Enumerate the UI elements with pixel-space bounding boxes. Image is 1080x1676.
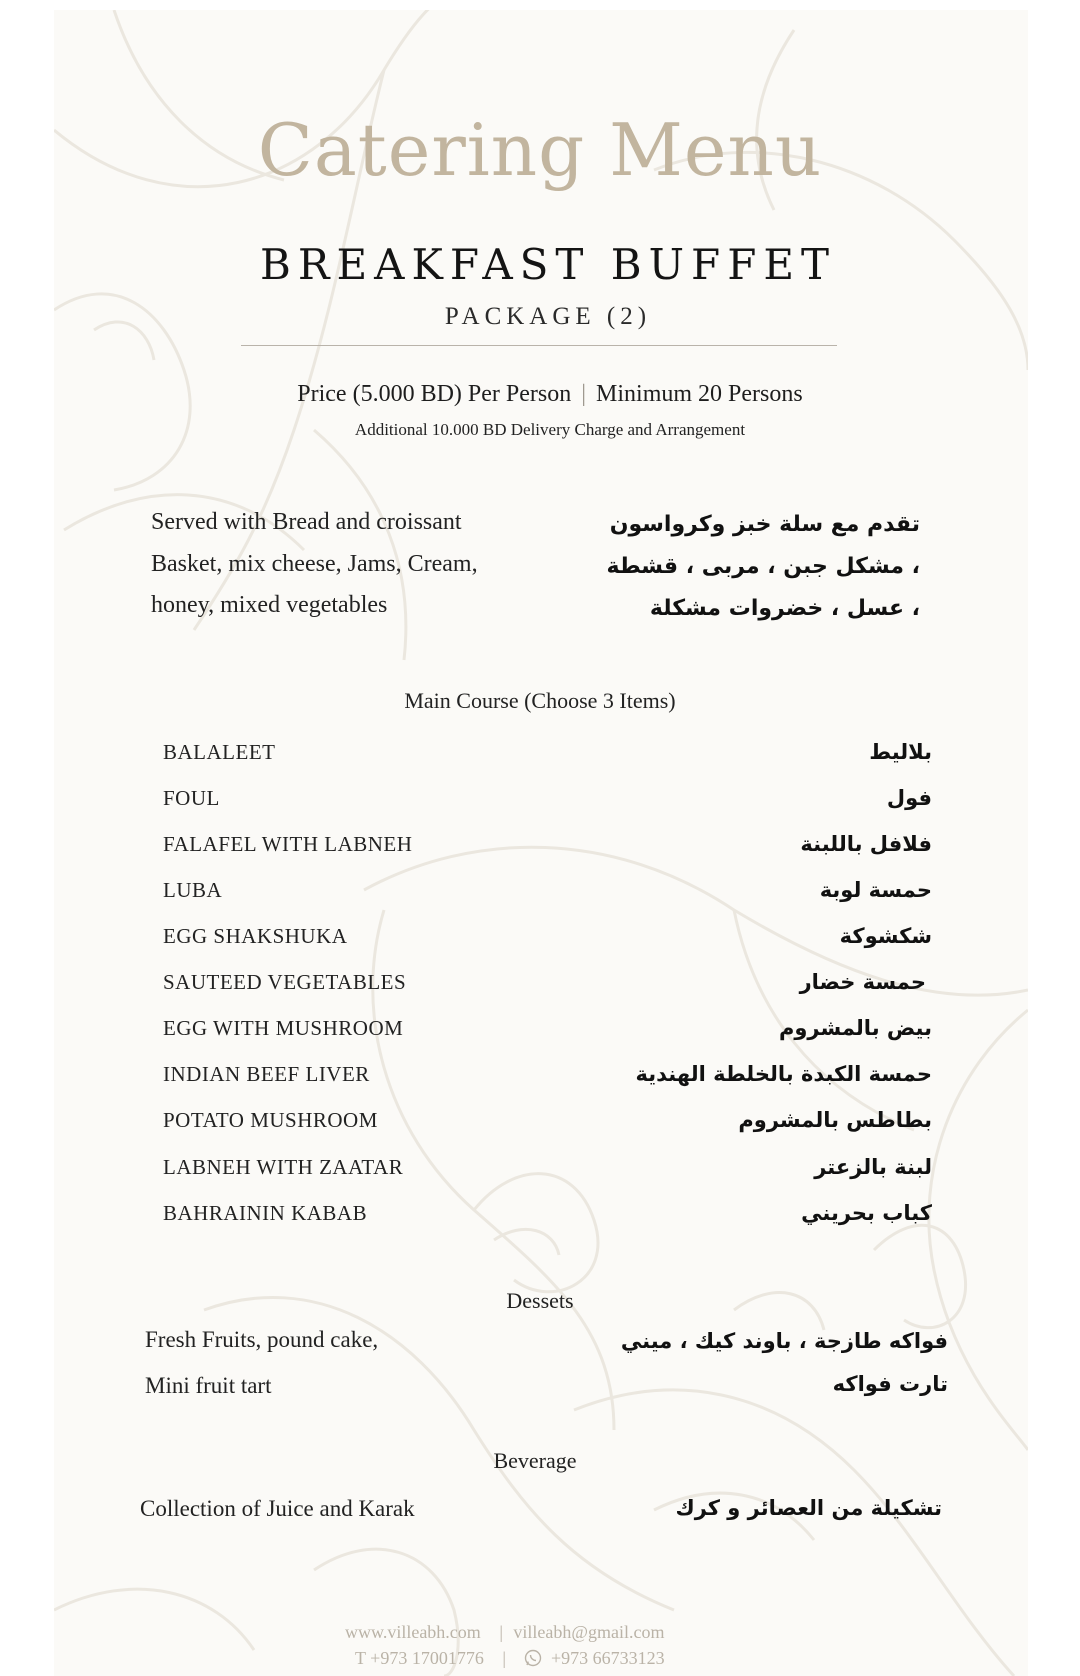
menu-item-en: LABNEH WITH ZAATAR [163,1155,404,1179]
served-line-ar: ، عسل ، خضروات مشكلة [649,596,920,621]
price-line [10,381,1080,408]
served-line-ar: ، مشكل جبن ، مربى ، قشطة [606,554,920,579]
menu-item-ar: بيض بالمشروم [778,1016,932,1040]
beverage-heading: Beverage [493,1448,577,1473]
footer-contact-row [345,1622,664,1643]
menu-item-en: BALALEET [163,740,276,764]
menu-item-ar: حمسة الكبدة بالخلطة الهندية [635,1062,932,1086]
footer-phone-row [355,1648,665,1672]
menu-item-ar: بطاطس بالمشروم [738,1108,932,1132]
page-title: Catering Menu [257,108,823,192]
main-course-heading: Main Course (Choose 3 Items) [404,688,676,713]
menu-item-ar: لبنة بالزعتر [814,1155,932,1179]
menu-item-ar: حمسة خضار [799,970,926,994]
website-link[interactable]: www.villeabh.com [345,1622,481,1642]
menu-item-en: INDIAN BEEF LIVER [163,1062,370,1086]
phone-number[interactable]: T +973 17001776 [355,1648,484,1668]
dessert-line-en: Fresh Fruits, pound cake, [145,1327,379,1352]
menu-subtitle: BREAKFAST BUFFET [259,240,837,289]
menu-item-en: FOUL [163,786,220,810]
whatsapp-icon [524,1649,542,1672]
footer-separator: | [502,1648,506,1668]
served-line-en: Basket, mix cheese, Jams, Cream, [151,551,478,577]
delivery-charge-text: Additional 10.000 BD Delivery Charge and Arrangement [354,420,746,439]
beverage-line-en: Collection of Juice and Karak [140,1496,415,1521]
menu-item-ar: شكشوكة [839,924,932,948]
desserts-heading: Dessets [506,1288,574,1313]
dessert-line-en: Mini fruit tart [145,1373,272,1398]
menu-item-ar: فول [886,786,932,810]
email-link[interactable]: villeabh@gmail.com [513,1622,665,1642]
menu-item-ar: فلافل باللبنة [800,832,932,856]
menu-item-ar: بلاليط [869,740,932,764]
served-line-en: Served with Bread and croissant [151,509,462,535]
whatsapp-number[interactable]: +973 66733123 [550,1648,665,1668]
served-line-ar: تقدم مع سلة خبز وكرواسون [609,512,920,537]
footer-separator: | [499,1622,503,1642]
title-divider [241,345,837,346]
menu-item-en: BAHRAININ KABAB [163,1201,368,1225]
minimum-persons-text: Minimum 20 Persons [596,381,803,407]
package-label: PACKAGE (2) [444,303,652,330]
dessert-line-ar: تارت فواكه [832,1372,948,1396]
menu-item-en: EGG WITH MUSHROOM [163,1016,404,1040]
price-text: Price (5.000 BD) Per Person [297,381,572,407]
served-line-en: honey, mixed vegetables [151,592,388,618]
menu-item-ar: حمسة لوبة [819,878,932,902]
dessert-line-ar: فواكه طازجة ، باوند كيك ، ميني [620,1329,948,1353]
menu-item-ar: كباب بحريني [801,1201,932,1225]
price-separator: | [581,381,587,407]
menu-item-en: FALAFEL WITH LABNEH [163,832,413,856]
beverage-line-ar: تشكيلة من العصائر و كرك [675,1496,942,1520]
menu-item-en: EGG SHAKSHUKA [163,924,348,948]
menu-item-en: SAUTEED VEGETABLES [163,970,407,994]
menu-item-en: LUBA [163,878,223,902]
menu-item-en: POTATO MUSHROOM [163,1108,378,1132]
